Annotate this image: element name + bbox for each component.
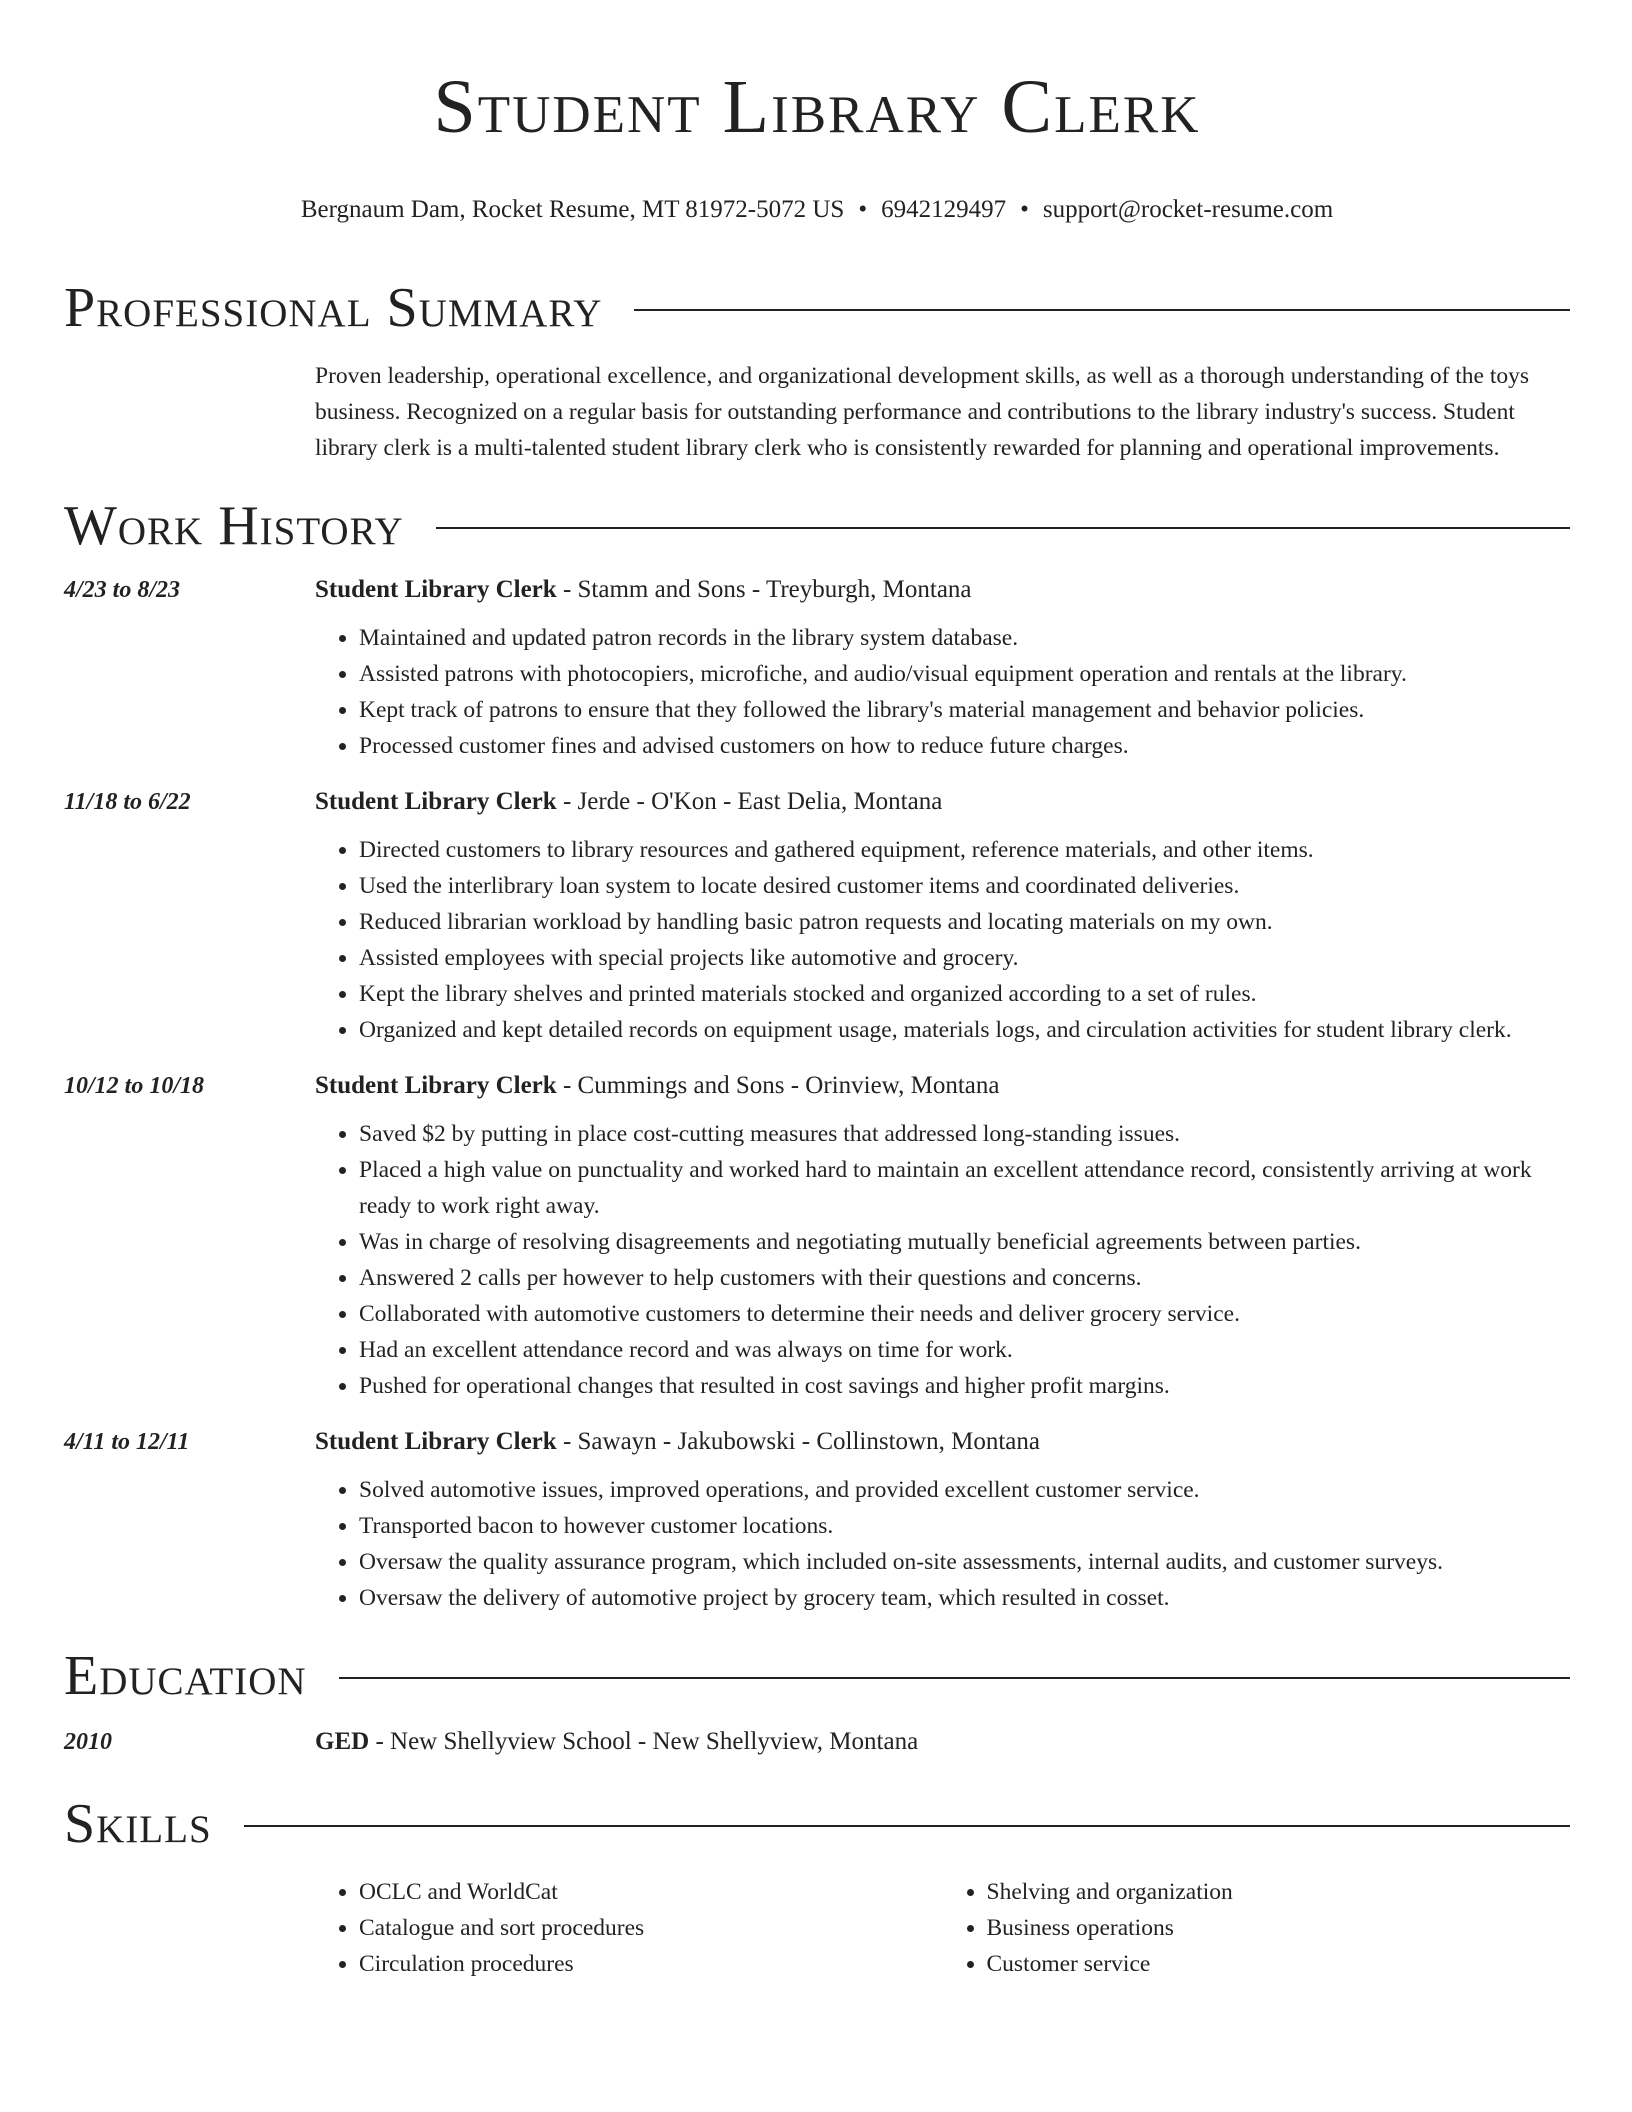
education-heading (315, 1726, 1570, 1758)
skill-item: • Customer service (987, 1946, 1571, 1982)
job-details: - Cummings and Sons - Orinview, Montana (556, 1072, 1000, 1099)
job-role: Student Library Clerk (315, 1428, 557, 1455)
skill-item: • Business operations (987, 1910, 1571, 1946)
job-bullet: • Directed customers to library resources and gathered equipment, reference materials, and other items. (359, 832, 1570, 868)
job-bullet: • Kept the library shelves and printed materials stocked and organized according to a set of rules. (359, 976, 1570, 1012)
job-bullet: • Pushed for operational changes that resulted in cost savings and higher profit margins. (359, 1368, 1570, 1404)
contact-email: support@rocket-resume.com (1042, 196, 1334, 223)
job-bullet: • Collaborated with automotive customers to determine their needs and deliver grocery service. (359, 1296, 1570, 1332)
section-divider (634, 309, 1570, 311)
job-bullet: • Saved $2 by putting in place cost-cutting measures that addressed long-standing issues. (359, 1116, 1570, 1152)
section-divider (339, 1677, 1570, 1679)
job-details: - Stamm and Sons - Treyburgh, Montana (556, 576, 972, 603)
job-bullet: • Transported bacon to however customer locations. (359, 1508, 1570, 1544)
skills-list (315, 1874, 1570, 1982)
job-body (315, 786, 1570, 1048)
job-bullet: • Kept track of patrons to ensure that they followed the library's material management and behavior policies. (359, 692, 1570, 728)
job-details: - Sawayn - Jakubowski - Collinstown, Montana (556, 1428, 1040, 1455)
contact-separator: • (858, 196, 868, 223)
job-bullets (315, 1472, 1570, 1616)
job-bullet: • Had an excellent attendance record and was always on time for work. (359, 1332, 1570, 1368)
skill-item: • Circulation procedures (359, 1946, 943, 1982)
education-entry (64, 1726, 1570, 1758)
job-bullet: • Was in charge of resolving disagreements and negotiating mutually beneficial agreements between parties. (359, 1224, 1570, 1260)
candidate-name: Student Library Clerk (433, 65, 1201, 149)
summary-section-header (64, 276, 1570, 340)
skill-item: • OCLC and WorldCat (359, 1874, 943, 1910)
job-role: Student Library Clerk (315, 576, 557, 603)
job-dates: 4/11 to 12/11 (64, 1429, 190, 1455)
job-entry (64, 786, 1570, 1048)
work-history-section-title: Work History (64, 495, 404, 557)
education-details: - New Shellyview School - New Shellyview, Montana (369, 1728, 919, 1755)
job-heading (315, 574, 1570, 606)
work-history-section-header (64, 494, 1570, 558)
resume-page (64, 0, 1570, 1982)
job-entry (64, 574, 1570, 764)
job-bullet: • Oversaw the quality assurance program, which included on-site assessments, internal audits, and customer surveys. (359, 1544, 1570, 1580)
job-body (315, 1426, 1570, 1616)
job-bullet: • Placed a high value on punctuality and worked hard to maintain an excellent attendance record, consistently arriving at work ready to work right away. (359, 1152, 1570, 1224)
skills-column-right (943, 1874, 1571, 1982)
contact-phone: 6942129497 (881, 196, 1007, 223)
summary-section-title: Professional Summary (64, 277, 603, 339)
job-entry (64, 1070, 1570, 1404)
education-degree: GED (315, 1728, 370, 1755)
job-body (315, 1070, 1570, 1404)
education-section-title: Education (64, 1645, 307, 1707)
work-history-list (64, 574, 1570, 1616)
job-bullets (315, 620, 1570, 764)
job-dates: 4/23 to 8/23 (64, 577, 181, 603)
job-dates: 11/18 to 6/22 (64, 789, 191, 815)
job-heading (315, 1426, 1570, 1458)
contact-address: Bergnaum Dam, Rocket Resume, MT 81972-5072 US (300, 196, 845, 223)
job-bullet: • Assisted employees with special projects like automotive and grocery. (359, 940, 1570, 976)
skill-item: • Shelving and organization (987, 1874, 1571, 1910)
education-year: 2010 (64, 1729, 112, 1755)
job-bullet: • Oversaw the delivery of automotive project by grocery team, which resulted in cosset. (359, 1580, 1570, 1616)
job-bullet: • Organized and kept detailed records on equipment usage, materials logs, and circulation activities for student library clerk. (359, 1012, 1570, 1048)
job-bullet: • Solved automotive issues, improved operations, and provided excellent customer service. (359, 1472, 1570, 1508)
job-bullet: • Assisted patrons with photocopiers, microfiche, and audio/visual equipment operation and rentals at the library. (359, 656, 1570, 692)
contact-line (64, 194, 1570, 226)
job-bullet: • Used the interlibrary loan system to locate desired customer items and coordinated deliveries. (359, 868, 1570, 904)
job-bullets (315, 832, 1570, 1048)
job-bullets (315, 1116, 1570, 1404)
education-body (315, 1726, 1570, 1758)
job-bullet: • Answered 2 calls per however to help customers with their questions and concerns. (359, 1260, 1570, 1296)
section-divider (244, 1825, 1570, 1827)
job-bullet: • Processed customer fines and advised customers on how to reduce future charges. (359, 728, 1570, 764)
job-bullet: • Maintained and updated patron records in the library system database. (359, 620, 1570, 656)
section-divider (436, 527, 1570, 529)
education-section-header (64, 1644, 1570, 1708)
job-role: Student Library Clerk (315, 1072, 557, 1099)
job-heading (315, 786, 1570, 818)
job-details: - Jerde - O'Kon - East Delia, Montana (556, 788, 943, 815)
skills-section-header (64, 1792, 1570, 1856)
job-dates: 10/12 to 10/18 (64, 1073, 205, 1099)
job-entry (64, 1426, 1570, 1616)
skills-column-left (315, 1874, 943, 1982)
skill-item: • Catalogue and sort procedures (359, 1910, 943, 1946)
contact-separator: • (1020, 196, 1029, 223)
job-role: Student Library Clerk (315, 788, 557, 815)
job-bullet: • Reduced librarian workload by handling basic patron requests and locating materials on my own. (359, 904, 1570, 940)
skills-section-title: Skills (64, 1793, 212, 1855)
summary-text: Proven leadership, operational excellence, and organizational development skills, as well as a thorough understanding of the toys business. Recognized on a regular basis for outstanding performance and contributions to the library industry's success. Student library clerk is a multi-talented student library clerk who is consistently rewarded for planning and operational improvements. (315, 363, 1530, 461)
job-heading (315, 1070, 1570, 1102)
job-body (315, 574, 1570, 764)
